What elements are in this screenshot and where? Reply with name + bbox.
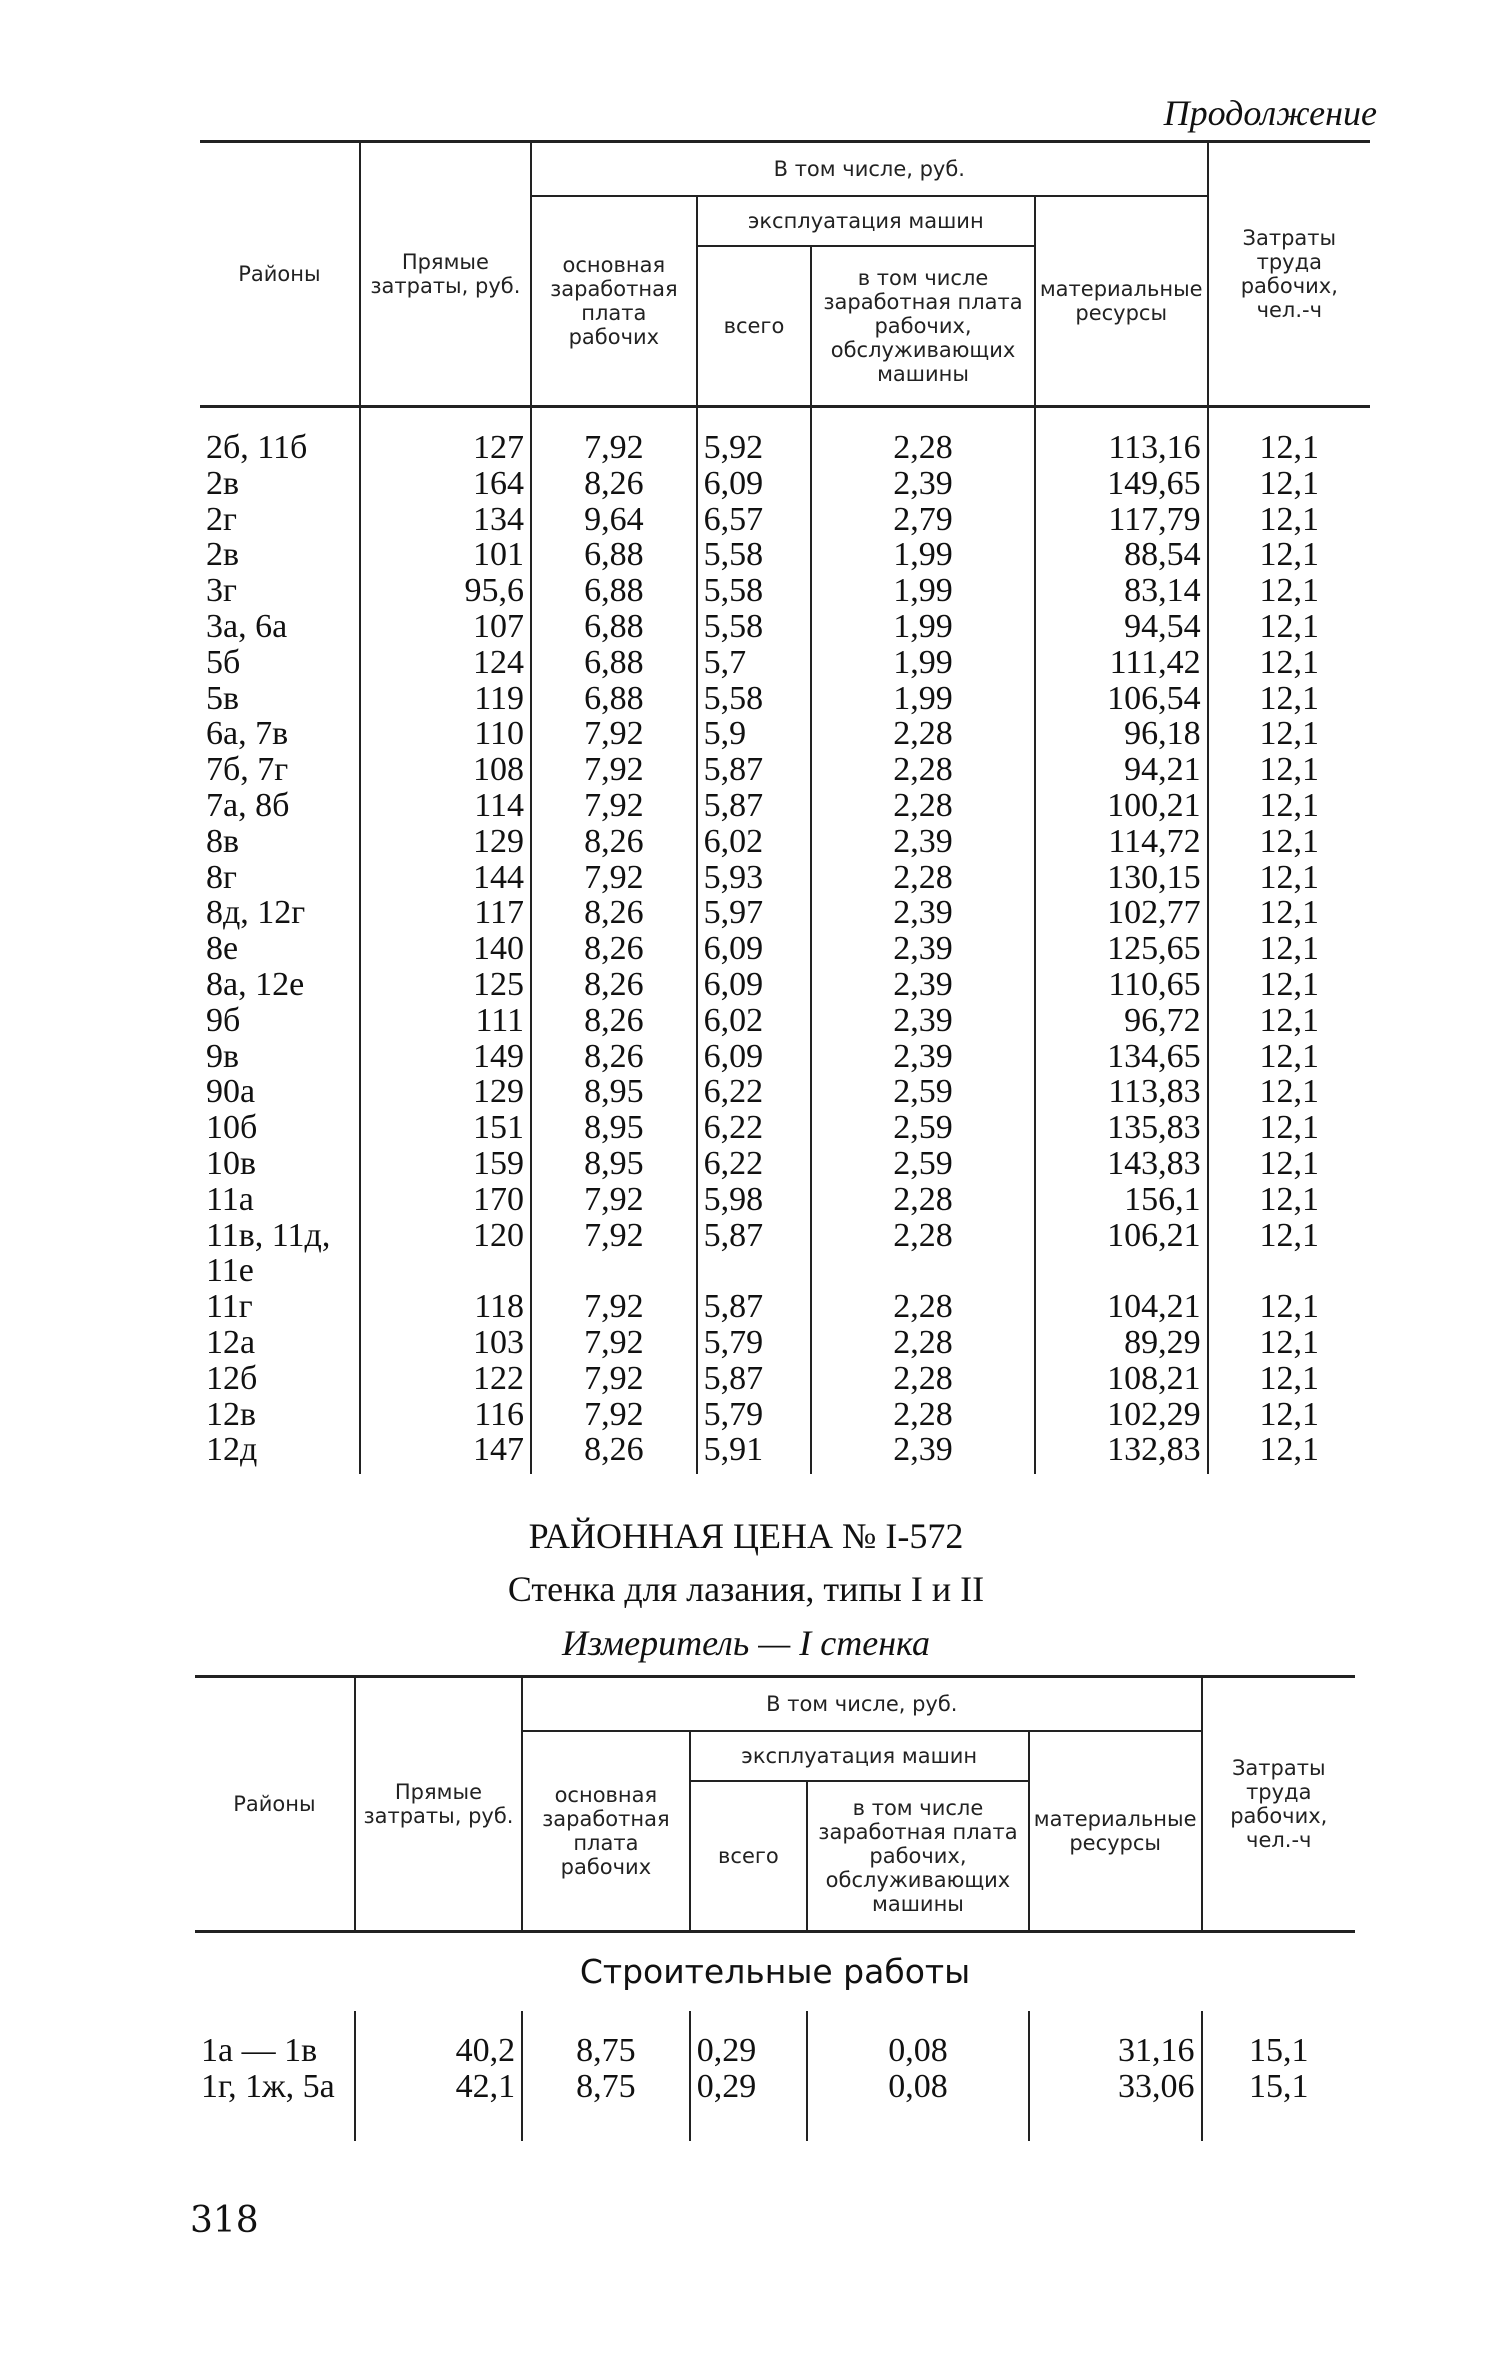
- table-cell: 117: [360, 895, 531, 931]
- table-cell: 130,15: [1035, 860, 1208, 896]
- table-cell: 5,7: [697, 645, 812, 681]
- table-cell: 12,1: [1208, 645, 1370, 681]
- table-cell: 2,39: [811, 895, 1035, 931]
- table-cell: 6,22: [697, 1146, 812, 1182]
- table-row: [200, 1074, 1370, 1110]
- table-cell: 12,1: [1208, 1361, 1370, 1397]
- table-cell: 8,26: [531, 967, 697, 1003]
- table-cell: 6,88: [531, 573, 697, 609]
- table-row: [200, 407, 1370, 466]
- table-cell: 15,1: [1202, 2011, 1355, 2069]
- table-cell: 12,1: [1208, 788, 1370, 824]
- table-cell: 116: [360, 1397, 531, 1433]
- table-cell: 15,1: [1202, 2069, 1355, 2141]
- table-cell: 5,58: [697, 681, 812, 717]
- table-cell: 12,1: [1208, 1110, 1370, 1146]
- col-machines-total: всего: [697, 246, 812, 407]
- table-cell: 135,83: [1035, 1110, 1208, 1146]
- table-cell: 6,09: [697, 1039, 812, 1075]
- table-cell: 102,77: [1035, 895, 1208, 931]
- table-row: [200, 609, 1370, 645]
- table-cell: 6,88: [531, 537, 697, 573]
- table-cell: 5в: [206, 679, 240, 717]
- table-cell: 111: [360, 1003, 531, 1039]
- table-cell: 12,1: [1208, 1146, 1370, 1182]
- table-cell: 2,39: [811, 1003, 1035, 1039]
- table-cell: 6,22: [697, 1110, 812, 1146]
- col2-machines-total: всего: [690, 1781, 807, 1932]
- table-cell: 7,92: [531, 788, 697, 824]
- table-cell: 124: [360, 645, 531, 681]
- table-cell: 8,75: [522, 2011, 690, 2069]
- table-cell: 2,39: [811, 967, 1035, 1003]
- table-cell: 2,39: [811, 931, 1035, 967]
- table-cell: 149,65: [1035, 466, 1208, 502]
- table-cell: 113,16: [1035, 407, 1208, 466]
- table-cell: 8е: [206, 930, 239, 968]
- table-cell: 2г: [206, 500, 237, 538]
- table-cell: 7а, 8б: [206, 786, 290, 824]
- table-row: [200, 1039, 1370, 1075]
- table-cell: 11в, 11д,: [206, 1216, 331, 1254]
- table-cell: 6,09: [697, 931, 812, 967]
- table-cell: 7,92: [531, 1361, 697, 1397]
- table-cell: 6,09: [697, 466, 812, 502]
- table-cell: 111,42: [1035, 645, 1208, 681]
- table-cell: 5,58: [697, 573, 812, 609]
- col2-wage: основная заработная плата рабочих: [522, 1731, 690, 1932]
- col2-direct-costs: Прямые затраты, руб.: [355, 1677, 522, 1932]
- table-cell: 8д, 12г: [206, 894, 306, 932]
- table-cell: 10б: [206, 1109, 258, 1147]
- col2-regions: Районы: [233, 1792, 316, 1816]
- table-cell: 5,79: [697, 1325, 812, 1361]
- price-unit: Измеритель — I стенка: [561, 1623, 930, 1663]
- table-cell: 12а: [206, 1323, 256, 1361]
- table-cell: 134,65: [1035, 1039, 1208, 1075]
- table-row: [200, 681, 1370, 717]
- table-cell: 3г: [206, 572, 237, 610]
- table-cell: 1,99: [811, 681, 1035, 717]
- table-row: [195, 2069, 1355, 2141]
- table-row: [200, 895, 1370, 931]
- table-cell: 8,95: [531, 1146, 697, 1182]
- table-cell: 104,21: [1035, 1289, 1208, 1325]
- table-row: [200, 502, 1370, 538]
- table-row: [200, 967, 1370, 1003]
- table-cell: 113,83: [1035, 1074, 1208, 1110]
- col2-machines: эксплуатация машин: [690, 1731, 1029, 1781]
- table-cell: 90а: [206, 1073, 256, 1111]
- table-cell: 8а, 12е: [206, 965, 305, 1003]
- table-cell: 114,72: [1035, 824, 1208, 860]
- table-cell: 7,92: [531, 860, 697, 896]
- table-cell: 12,1: [1208, 1182, 1370, 1218]
- table-cell: 8,26: [531, 931, 697, 967]
- table-row: [200, 573, 1370, 609]
- table-cell: 110,65: [1035, 967, 1208, 1003]
- table-cell: 0,08: [807, 2011, 1029, 2069]
- table-row: [200, 788, 1370, 824]
- table-cell: 2,28: [811, 1182, 1035, 1218]
- table-cell: 106,21: [1035, 1218, 1208, 1254]
- table-row: [200, 716, 1370, 752]
- table-cell: 0,29: [690, 2011, 807, 2069]
- table-cell: 12,1: [1208, 895, 1370, 931]
- table-cell: 5,79: [697, 1397, 812, 1433]
- table-cell: 2,28: [811, 752, 1035, 788]
- table-cell: 88,54: [1035, 537, 1208, 573]
- col-materials: материальные ресурсы: [1035, 196, 1208, 407]
- table-cell: 147: [360, 1432, 531, 1474]
- table-cell: 12д: [206, 1431, 258, 1469]
- table-cell: 7,92: [531, 716, 697, 752]
- table-cell: 7,92: [531, 1182, 697, 1218]
- table-cell: 5,87: [697, 788, 812, 824]
- col2-labor: Затраты труда рабочих, чел.-ч: [1202, 1677, 1355, 1932]
- table-row: [200, 537, 1370, 573]
- table-cell: 12,1: [1208, 537, 1370, 573]
- table-cell: 94,21: [1035, 752, 1208, 788]
- table-row: [200, 1110, 1370, 1146]
- table-cell: 140: [360, 931, 531, 967]
- continuation-label: Продолжение: [1163, 93, 1377, 133]
- table-cell: 7,92: [531, 1397, 697, 1433]
- table-cell: 12,1: [1208, 752, 1370, 788]
- table-cell: 2,28: [811, 407, 1035, 466]
- table-cell: 96,72: [1035, 1003, 1208, 1039]
- table-cell: 9в: [206, 1037, 240, 1075]
- table-cell: 95,6: [360, 573, 531, 609]
- table-cell: 12,1: [1208, 1074, 1370, 1110]
- table-cell: 6,57: [697, 502, 812, 538]
- table-cell: 9,64: [531, 502, 697, 538]
- table-row: [200, 1218, 1370, 1254]
- table-cell: 94,54: [1035, 609, 1208, 645]
- table-cell: 110: [360, 716, 531, 752]
- table-cell: 120: [360, 1218, 531, 1254]
- table-cell: 5,87: [697, 1218, 812, 1254]
- table-cell: 170: [360, 1182, 531, 1218]
- page-number: 318: [190, 2200, 259, 2241]
- table-cell: 12,1: [1208, 1432, 1370, 1474]
- table-row: [200, 1182, 1370, 1218]
- table-row: [200, 1432, 1370, 1474]
- table-cell: 96,18: [1035, 716, 1208, 752]
- table-cell: 129: [360, 824, 531, 860]
- table-cell: 7,92: [531, 1218, 697, 1254]
- table-cell: 8,26: [531, 1432, 697, 1474]
- table-cell: 151: [360, 1110, 531, 1146]
- table-cell: 119: [360, 681, 531, 717]
- table-cell: 8г: [206, 858, 237, 896]
- table-cell: 5,58: [697, 609, 812, 645]
- table-cell: 3а, 6а: [206, 607, 288, 645]
- table-row: [200, 1003, 1370, 1039]
- table-cell: 134: [360, 502, 531, 538]
- col-machines-wage: в том числе заработная плата рабочих, обслуживающих машины: [811, 246, 1035, 407]
- table-cell: 5,98: [697, 1182, 812, 1218]
- table-cell: 117,79: [1035, 502, 1208, 538]
- table-cell: 127: [360, 407, 531, 466]
- table-cell: 8,26: [531, 466, 697, 502]
- table-cell: 2,28: [811, 788, 1035, 824]
- table-cell: 106,54: [1035, 681, 1208, 717]
- table-row: [200, 1289, 1370, 1325]
- table-cell: 8,75: [522, 2069, 690, 2141]
- table-cell: 102,29: [1035, 1397, 1208, 1433]
- table-cell: 83,14: [1035, 573, 1208, 609]
- table-cell: 12,1: [1208, 609, 1370, 645]
- table-cell: 12,1: [1208, 967, 1370, 1003]
- table-cell: 1,99: [811, 537, 1035, 573]
- col-direct-costs: Прямые затраты, руб.: [360, 142, 531, 407]
- table-cell: 8,26: [531, 1039, 697, 1075]
- table-cell: 2,28: [811, 1289, 1035, 1325]
- table-cell: [531, 1253, 697, 1289]
- table-cell: 1а — 1в: [201, 2032, 318, 2069]
- table-cell: 6,09: [697, 967, 812, 1003]
- table-cell: 118: [360, 1289, 531, 1325]
- table-cell: 2,28: [811, 1218, 1035, 1254]
- table-cell: 12,1: [1208, 1003, 1370, 1039]
- table-cell: 164: [360, 466, 531, 502]
- table-cell: 2,39: [811, 1432, 1035, 1474]
- table-cell: 12,1: [1208, 466, 1370, 502]
- table-cell: 103: [360, 1325, 531, 1361]
- table-cell: 9б: [206, 1001, 241, 1039]
- table-cell: 5,87: [697, 1289, 812, 1325]
- table-cell: 8в: [206, 822, 240, 860]
- col2-machines-wage: в том числе заработная плата рабочих, обслуживающих машины: [807, 1781, 1029, 1932]
- table-cell: 149: [360, 1039, 531, 1075]
- table-cell: 2в: [206, 536, 240, 574]
- table-cell: 100,21: [1035, 788, 1208, 824]
- table-cell: 12,1: [1208, 1397, 1370, 1433]
- table-row: [200, 860, 1370, 896]
- table-cell: 159: [360, 1146, 531, 1182]
- table-row: [200, 931, 1370, 967]
- section-label: Строительные работы: [579, 1952, 971, 1992]
- table-cell: 2б, 11б: [206, 429, 308, 466]
- table-cell: 12б: [206, 1359, 258, 1397]
- table-cell: 125,65: [1035, 931, 1208, 967]
- table-cell: 2,39: [811, 824, 1035, 860]
- table-cell: [360, 1253, 531, 1289]
- col-regions: Районы: [238, 262, 321, 286]
- price-table-1: [200, 140, 1370, 1474]
- table-cell: 2,28: [811, 716, 1035, 752]
- col2-materials: материальные ресурсы: [1029, 1731, 1202, 1932]
- table-cell: 12,1: [1208, 931, 1370, 967]
- table-cell: 5,9: [697, 716, 812, 752]
- table-row: [195, 2011, 1355, 2069]
- col-labor: Затраты труда рабочих, чел.-ч: [1208, 142, 1370, 407]
- table-row: [200, 1325, 1370, 1361]
- table-cell: 114: [360, 788, 531, 824]
- table-cell: 122: [360, 1361, 531, 1397]
- price-subtitle: Стенка для лазания, типы I и II: [507, 1569, 985, 1609]
- table-cell: 8,26: [531, 895, 697, 931]
- price-table-2: [195, 1675, 1355, 2141]
- table-cell: 2,59: [811, 1146, 1035, 1182]
- table-row: [200, 645, 1370, 681]
- table-cell: 12,1: [1208, 681, 1370, 717]
- table-cell: 6,02: [697, 1003, 812, 1039]
- table-row: [200, 1253, 1370, 1289]
- table-cell: 0,08: [807, 2069, 1029, 2141]
- table-cell: 5,92: [697, 407, 812, 466]
- table-cell: 7,92: [531, 1325, 697, 1361]
- table-cell: 11е: [206, 1252, 254, 1290]
- table-cell: 12,1: [1208, 1218, 1370, 1254]
- price-title: РАЙОННАЯ ЦЕНА № I-572: [528, 1516, 964, 1556]
- table-cell: 143,83: [1035, 1146, 1208, 1182]
- table-cell: 2,28: [811, 1325, 1035, 1361]
- table-cell: 5,93: [697, 860, 812, 896]
- table-cell: 156,1: [1035, 1182, 1208, 1218]
- table-row: [200, 824, 1370, 860]
- table-cell: 7,92: [531, 407, 697, 466]
- table-cell: 89,29: [1035, 1325, 1208, 1361]
- table-cell: 12,1: [1208, 407, 1370, 466]
- table-cell: 12,1: [1208, 824, 1370, 860]
- table-cell: 12,1: [1208, 716, 1370, 752]
- table-cell: 2,28: [811, 860, 1035, 896]
- table-cell: 8,95: [531, 1110, 697, 1146]
- table-cell: 5,58: [697, 537, 812, 573]
- table-cell: 2,28: [811, 1397, 1035, 1433]
- table-cell: 12,1: [1208, 1289, 1370, 1325]
- table-cell: 2,39: [811, 1039, 1035, 1075]
- table-cell: 2,39: [811, 466, 1035, 502]
- table-cell: 5,87: [697, 752, 812, 788]
- col2-including: В том числе, руб.: [522, 1677, 1201, 1732]
- table-cell: [1208, 1253, 1370, 1289]
- table-cell: 144: [360, 860, 531, 896]
- table-cell: 108: [360, 752, 531, 788]
- table-cell: 8,26: [531, 1003, 697, 1039]
- table-cell: 101: [360, 537, 531, 573]
- table-cell: 2,59: [811, 1074, 1035, 1110]
- col-including: В том числе, руб.: [531, 142, 1208, 197]
- table-cell: 42,1: [355, 2069, 522, 2141]
- table-cell: 125: [360, 967, 531, 1003]
- table-cell: 5б: [206, 643, 241, 681]
- table-cell: [1035, 1253, 1208, 1289]
- table-cell: 12,1: [1208, 860, 1370, 896]
- table-cell: 5,91: [697, 1432, 812, 1474]
- table-cell: 132,83: [1035, 1432, 1208, 1474]
- table-cell: 6а, 7в: [206, 715, 289, 753]
- table-cell: 12,1: [1208, 573, 1370, 609]
- table-cell: 2,79: [811, 502, 1035, 538]
- table-cell: 1,99: [811, 609, 1035, 645]
- table-row: [200, 1146, 1370, 1182]
- table-cell: 8,26: [531, 824, 697, 860]
- table-cell: 7,92: [531, 752, 697, 788]
- table-cell: 12,1: [1208, 1325, 1370, 1361]
- table-cell: 6,88: [531, 681, 697, 717]
- col-machines: эксплуатация машин: [697, 196, 1035, 246]
- table-cell: 11г: [206, 1288, 253, 1326]
- table-row: [200, 752, 1370, 788]
- table-cell: 1г, 1ж, 5а: [201, 2067, 335, 2105]
- table-cell: 7,92: [531, 1289, 697, 1325]
- table-cell: [811, 1253, 1035, 1289]
- table-row: [200, 1397, 1370, 1433]
- table-cell: 1,99: [811, 573, 1035, 609]
- col-wage: основная заработная плата рабочих: [531, 196, 697, 407]
- table-cell: 12в: [206, 1395, 257, 1433]
- table-row: [200, 1361, 1370, 1397]
- table-cell: 31,16: [1029, 2011, 1202, 2069]
- table-cell: 6,02: [697, 824, 812, 860]
- table-cell: 129: [360, 1074, 531, 1110]
- table-cell: 40,2: [355, 2011, 522, 2069]
- table-cell: 108,21: [1035, 1361, 1208, 1397]
- table-cell: 6,88: [531, 609, 697, 645]
- table-cell: 2,59: [811, 1110, 1035, 1146]
- table-cell: 107: [360, 609, 531, 645]
- table-cell: 0,29: [690, 2069, 807, 2141]
- table-cell: 6,22: [697, 1074, 812, 1110]
- table-cell: 12,1: [1208, 502, 1370, 538]
- table-cell: 33,06: [1029, 2069, 1202, 2141]
- table-cell: 12,1: [1208, 1039, 1370, 1075]
- table-cell: 11а: [206, 1180, 254, 1218]
- table-cell: 10в: [206, 1144, 257, 1182]
- table-row: [200, 466, 1370, 502]
- table-cell: 5,87: [697, 1361, 812, 1397]
- table-cell: 8,95: [531, 1074, 697, 1110]
- table-cell: 1,99: [811, 645, 1035, 681]
- table-cell: 2,28: [811, 1361, 1035, 1397]
- table-cell: 7б, 7г: [206, 751, 289, 789]
- table-cell: 5,97: [697, 895, 812, 931]
- table-cell: [697, 1253, 812, 1289]
- table-cell: 6,88: [531, 645, 697, 681]
- table-cell: 2в: [206, 464, 240, 502]
